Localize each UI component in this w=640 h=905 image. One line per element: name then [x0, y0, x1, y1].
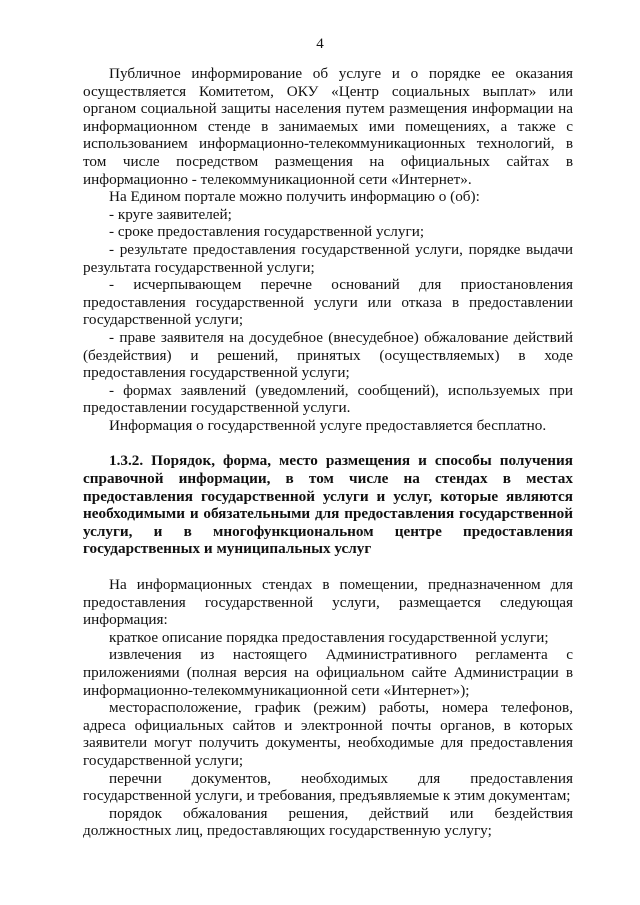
list-item: - сроке предоставления государственной услуги;	[109, 223, 425, 241]
section-heading: 1.3.2. Порядок, форма, место размещения и способы получения справочной информации, в том числе на стендах в местах предоставления государственной услуги и услуг, которые являются необходимыми и обязательными для предоставления государственной услуги, и в многофункциональном центре предоставления государственных и муниципальных услуг	[83, 452, 573, 558]
list-item: - результате предоставления государственной услуги, порядке выдачи результата государственной услуги;	[83, 240, 573, 276]
paragraph-public-informing: Публичное информирование об услуге и о порядке ее оказания осуществляется Комитетом, ОКУ «Центр социальных выплат» или органом социальной защиты населения путем размещения информации на информационном стенде в занимаемых ими помещениях, а также с использованием информационно-телекоммуникационных технологий, в том числе посредством размещения на официальных сайтах в информационно - телекоммуникационной сети «Интернет».	[83, 65, 573, 188]
document-body	[83, 65, 573, 840]
page-number: 4	[316, 36, 324, 52]
list-item: краткое описание порядка предоставления государственной услуги;	[109, 628, 549, 646]
list-item: - формах заявлений (уведомлений, сообщений), используемых при предоставлении государственной услуги.	[83, 381, 573, 417]
list-item: месторасположение, график (режим) работы, номера телефонов, адреса официальных сайтов и электронной почты органов, в которых заявители могут получить документы, необходимые для предоставления государственной услуги;	[83, 699, 573, 769]
list-item: - круге заявителей;	[109, 205, 232, 223]
paragraph-free-info: Информация о государственной услуге предоставляется бесплатно.	[109, 416, 547, 434]
list-item: извлечения из настоящего Административного регламента с приложениями (полная версия на официальном сайте Администрации в информационно-телекоммуникационной сети «Интернет»);	[83, 646, 573, 699]
paragraph-stands-intro: На информационных стендах в помещении, предназначенном для предоставления государственной услуги, размещается следующая информация:	[83, 576, 573, 629]
paragraph-portal-info: На Едином портале можно получить информацию о (об):	[109, 188, 480, 206]
list-item: перечни документов, необходимых для предоставления государственной услуги, и требования, предъявляемые к этим документам;	[83, 769, 573, 805]
list-item: порядок обжалования решения, действий или бездействия должностных лиц, предоставляющих государственную услугу;	[83, 804, 573, 840]
list-item: - исчерпывающем перечне оснований для приостановления предоставления государственной услуги или отказа в предоставлении государственной услуги;	[83, 276, 573, 329]
list-item: - праве заявителя на досудебное (внесудебное) обжалование действий (бездействия) и решений, принятых (осуществляемых) в ходе предоставления государственной услуги;	[83, 328, 573, 382]
